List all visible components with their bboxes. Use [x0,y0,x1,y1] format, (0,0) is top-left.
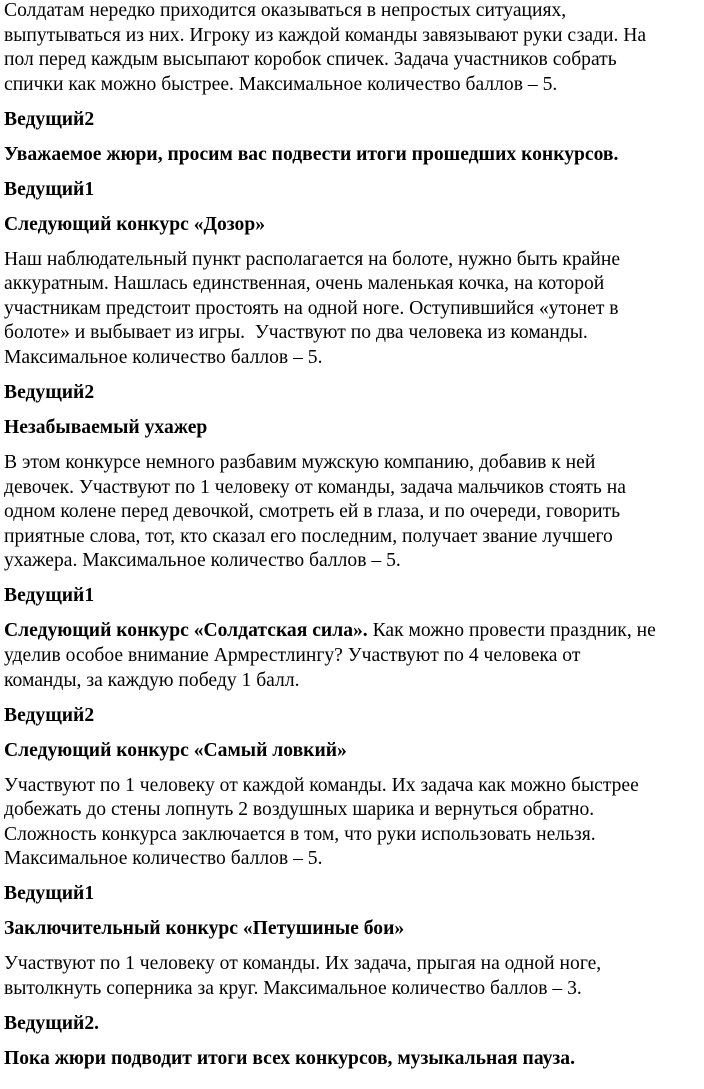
text-line: уделив особое внимание Армрестлингу? Участвуют по 4 человека от [4,644,581,666]
music-pause-heading: Пока жюри подводит итоги всех конкурсов, музыкальная пауза. [4,1047,576,1069]
speaker-heading-host1: Ведущий1 [4,178,95,200]
text-line: команды, за каждую победу 1 балл. [4,669,300,691]
contest-title-strength: Следующий конкурс «Солдатская сила». [4,620,368,642]
text-line: девочек. Участвуют по 1 человеку от команды, задача мальчиков стоять на [4,476,626,498]
text-line: Участвуют по 1 человеку от команды. Их задача, прыгая на одной ноге, [4,953,602,975]
text-line: Максимальное количество баллов – 5. [4,347,323,369]
text-line: Наш наблюдательный пункт располагается на болоте, нужно быть крайне [4,248,621,270]
text-line: болоте» и выбывает из игры. Участвуют по два человека из команды. [4,322,588,344]
paragraph-matches-contest [4,0,704,97]
speaker-heading-host1: Ведущий1 [4,883,95,905]
paragraph-rooster-contest [4,952,704,1001]
document-page [4,0,704,1082]
text-line [4,619,704,644]
text-line: ухажера. Максимальное количество баллов – 5. [4,550,401,572]
paragraph-suitor-contest [4,451,704,574]
speaker-heading-host2: Ведущий2 [4,108,95,130]
speaker-heading-host1: Ведущий1 [4,585,95,607]
text-line: одном колене перед девочкой, смотреть ей в глаза, и по очереди, говорить [4,501,621,523]
paragraph-agile-contest [4,774,704,872]
contest-title-agile: Следующий конкурс «Самый ловкий» [4,739,347,761]
contest-title-dozor: Следующий конкурс «Дозор» [4,213,266,235]
paragraph-strength-contest [4,619,704,693]
text-line: приятные слова, тот, кто сказал его последним, получает звание лучшего [4,525,613,547]
paragraph-dozor-contest [4,248,704,371]
text-line: пол перед каждым высыпают коробок спичек. Задача участников собрать [4,49,617,71]
text-fragment: Как можно провести праздник, не [367,620,656,642]
text-line: выпутываться из них. Игроку из каждой команды завязывают руки сзади. На [4,24,647,46]
text-line: вытолкнуть соперника за круг. Максимальное количество баллов – 3. [4,977,582,999]
text-line: добежать до стены лопнуть 2 воздушных шарика и вернуться обратно. [4,799,595,821]
contest-title-rooster: Заключительный конкурс «Петушиные бои» [4,918,405,940]
text-line: Сложность конкурса заключается в том, что руки использовать нельзя. [4,823,596,845]
speaker-heading-host2: Ведущий2 [4,382,95,404]
text-line: Участвуют по 1 человеку от каждой команды. Их задача как можно быстрее [4,774,639,796]
text-line: спички как можно быстрее. Максимальное количество баллов – 5. [4,73,558,95]
text-line: аккуратным. Нашлась единственная, очень маленькая кочка, на которой [4,273,605,295]
speaker-heading-host2: Ведущий2 [4,704,95,726]
text-line: участникам предстоит простоять на одной ноге. Оступившийся «утонет в [4,297,619,319]
speaker-heading-host2: Ведущий2. [4,1012,100,1034]
contest-title-suitor: Незабываемый ухажер [4,417,208,439]
text-line: Максимальное количество баллов – 5. [4,848,323,870]
text-line: В этом конкурсе немного разбавим мужскую компанию, добавив к ней [4,452,596,474]
jury-request-heading: Уважаемое жюри, просим вас подвести итоги прошедших конкурсов. [4,143,619,165]
text-line: Солдатам нередко приходится оказываться в непростых ситуациях, [4,0,567,21]
